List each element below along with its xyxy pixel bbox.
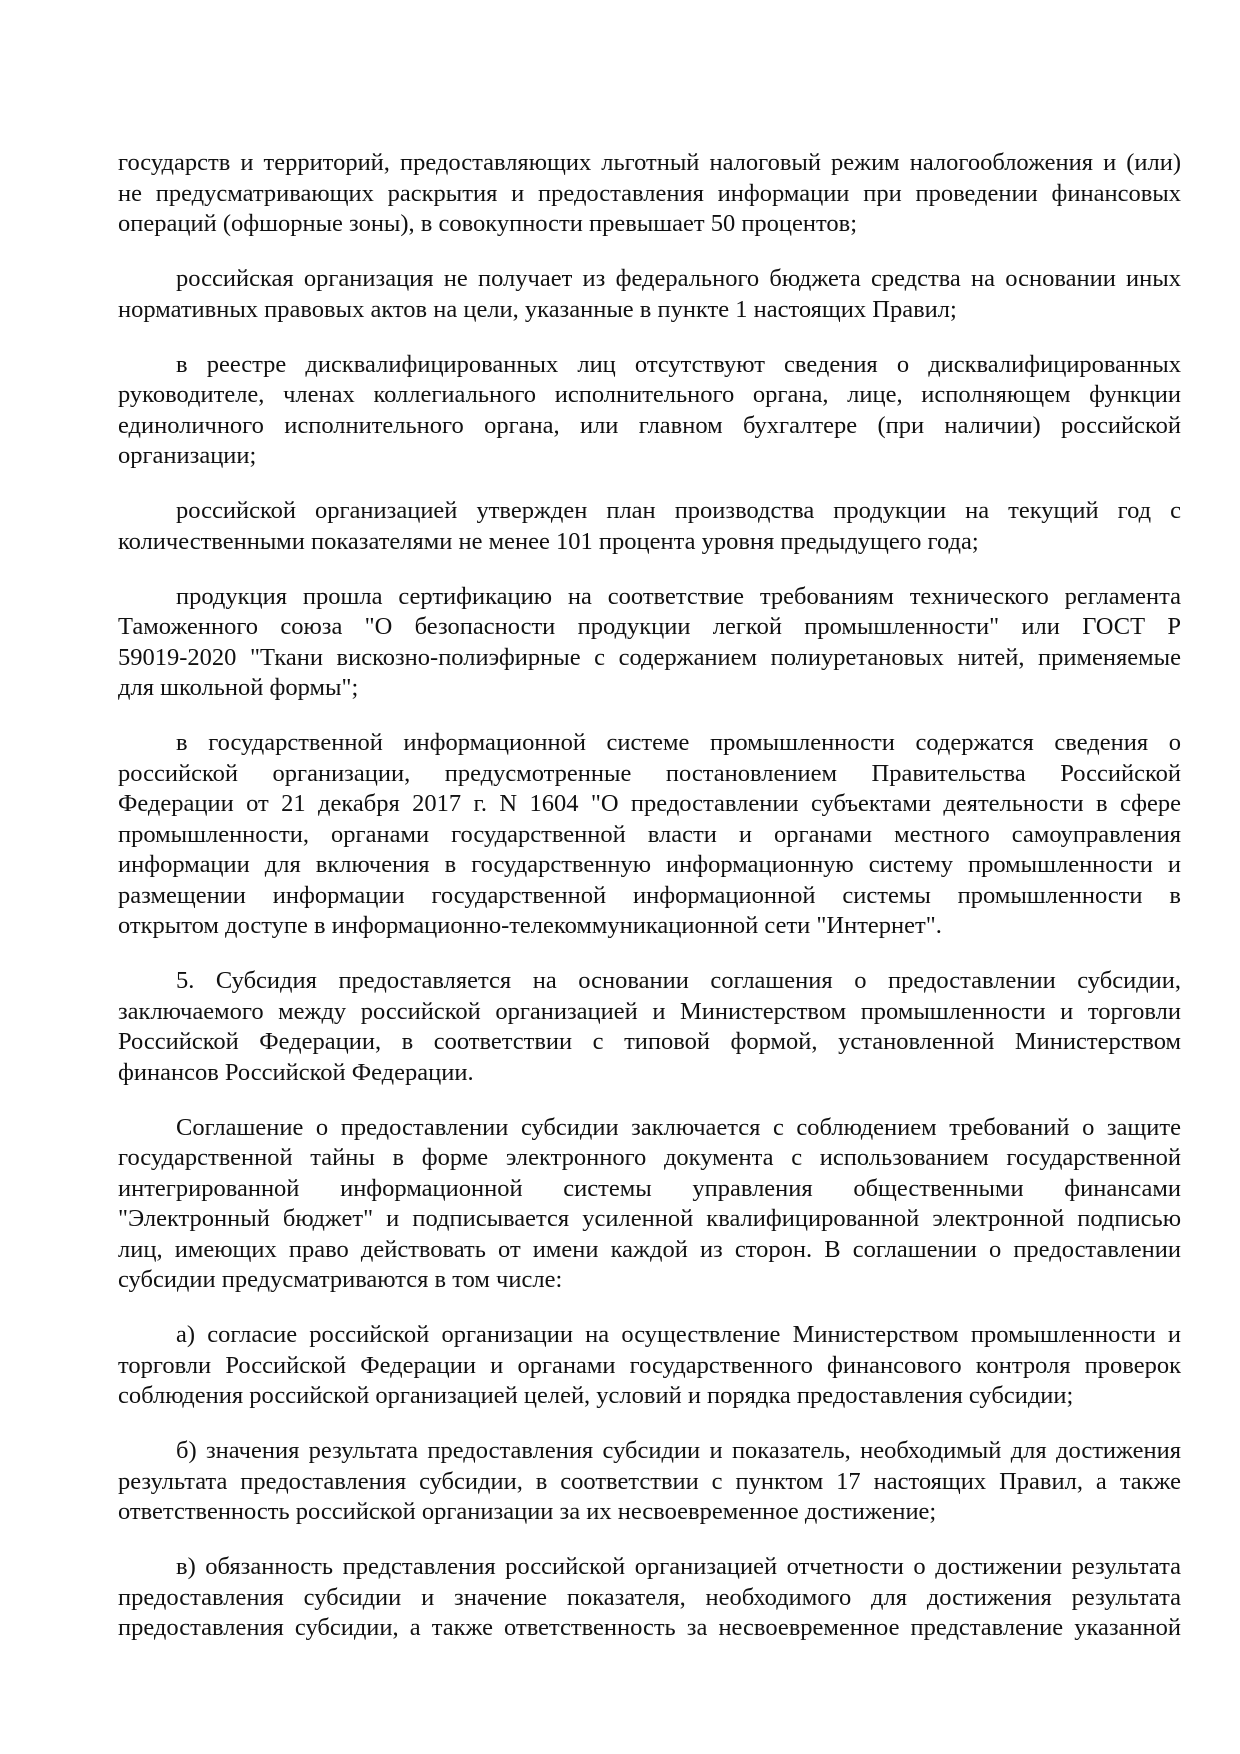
text-line: соблюдения российской организацией целей, условий и порядка предоставления субсидии; — [118, 1382, 1074, 1409]
text-line: "Электронный бюджет" и подписывается усиленной квалифицированной электронной подписью — [118, 1205, 1181, 1232]
text-line: б) значения результата предоставления субсидии и показатель, необходимый для достижения — [176, 1437, 1181, 1464]
text-line: российской организацией утвержден план производства продукции на текущий год с — [176, 497, 1181, 524]
text-line: руководителе, членах коллегиального исполнительного органа, лице, исполняющем функции — [118, 381, 1181, 408]
paragraph — [118, 1436, 1181, 1528]
text-line: в государственной информационной системе промышленности содержатся сведения о — [176, 729, 1181, 756]
text-line: российская организация не получает из федерального бюджета средства на основании иных — [176, 265, 1181, 292]
paragraph — [118, 582, 1181, 704]
text-line: Таможенного союза "О безопасности продукции легкой промышленности" или ГОСТ Р — [118, 613, 1181, 640]
text-line: лиц, имеющих право действовать от имени каждой из сторон. В соглашении о предоставлении — [118, 1235, 1181, 1263]
text-line: результата предоставления субсидии, в соответствии с пунктом 17 настоящих Правил, а также — [118, 1467, 1181, 1495]
text-line: субсидии предусматриваются в том числе: — [118, 1266, 563, 1293]
document-page — [118, 148, 1181, 1668]
text-line: промышленности, органами государственной власти и органами местного самоуправления — [118, 820, 1181, 848]
paragraph — [118, 1552, 1181, 1644]
text-line: в реестре дисквалифицированных лиц отсутствуют сведения о дисквалифицированных — [176, 350, 1181, 378]
paragraph — [118, 1320, 1181, 1412]
text-line: финансов Российской Федерации. — [118, 1058, 474, 1086]
text-line: 5. Субсидия предоставляется на основании соглашения о предоставлении субсидии, — [176, 967, 1181, 994]
text-line: Российской Федерации, в соответствии с типовой формой, установленной Министерством — [118, 1028, 1181, 1055]
text-line: а) согласие российской организации на осуществление Министерством промышленности и — [176, 1321, 1181, 1348]
text-line: количественными показателями не менее 101 процента уровня предыдущего года; — [118, 527, 979, 555]
paragraph — [118, 1113, 1181, 1296]
text-line: ответственность российской организации за их несвоевременное достижение; — [118, 1498, 937, 1525]
paragraph — [118, 496, 1181, 557]
paragraph — [118, 728, 1181, 942]
text-line: информации для включения в государственную информационную систему промышленности и — [118, 851, 1181, 878]
text-line: организации; — [118, 442, 257, 469]
text-line: размещении информации государственной информационной системы промышленности в — [118, 881, 1181, 909]
text-line: государств и территорий, предоставляющих льготный налоговый режим налогообложения и (или) — [118, 149, 1181, 176]
text-line: предоставления субсидии и значение показателя, необходимого для достижения результата — [118, 1583, 1181, 1611]
paragraph — [118, 264, 1181, 325]
text-line: нормативных правовых актов на цели, указанные в пункте 1 настоящих Правил; — [118, 295, 957, 323]
text-line: открытом доступе в информационно-телекоммуникационной сети "Интернет". — [118, 912, 942, 939]
text-line: не предусматривающих раскрытия и предоставления информации при проведении финансовых — [118, 179, 1181, 207]
text-line: продукция прошла сертификацию на соответствие требованиям технического регламента — [176, 582, 1181, 610]
text-line: государственной тайны в форме электронного документа с использованием государственной — [118, 1144, 1181, 1171]
paragraph — [118, 148, 1181, 240]
paragraph — [118, 350, 1181, 472]
text-line: российской организации, предусмотренные постановлением Правительства Российской — [118, 759, 1181, 787]
text-line: Федерации от 21 декабря 2017 г. N 1604 "О предоставлении субъектами деятельности в сфере — [118, 790, 1181, 817]
text-line: единоличного исполнительного органа, или главном бухгалтере (при наличии) российской — [118, 411, 1181, 439]
text-line: операций (офшорные зоны), в совокупности превышает 50 процентов; — [118, 210, 858, 237]
text-line: торговли Российской Федерации и органами государственного финансового контроля проверок — [118, 1351, 1181, 1379]
paragraph — [118, 966, 1181, 1088]
text-line: предоставления субсидии, а также ответственность за несвоевременное представление указанной — [118, 1614, 1181, 1641]
text-line: для школьной формы"; — [118, 674, 359, 701]
text-line: 59019-2020 "Ткани вискозно-полиэфирные с содержанием полиуретановых нитей, применяемые — [118, 643, 1181, 671]
text-line: Соглашение о предоставлении субсидии заключается с соблюдением требований о защите — [176, 1113, 1181, 1141]
text-line: интегрированной информационной системы управления общественными финансами — [118, 1174, 1181, 1202]
text-line: в) обязанность представления российской организацией отчетности о достижении результата — [176, 1553, 1181, 1580]
text-line: заключаемого между российской организацией и Министерством промышленности и торговли — [118, 997, 1181, 1025]
